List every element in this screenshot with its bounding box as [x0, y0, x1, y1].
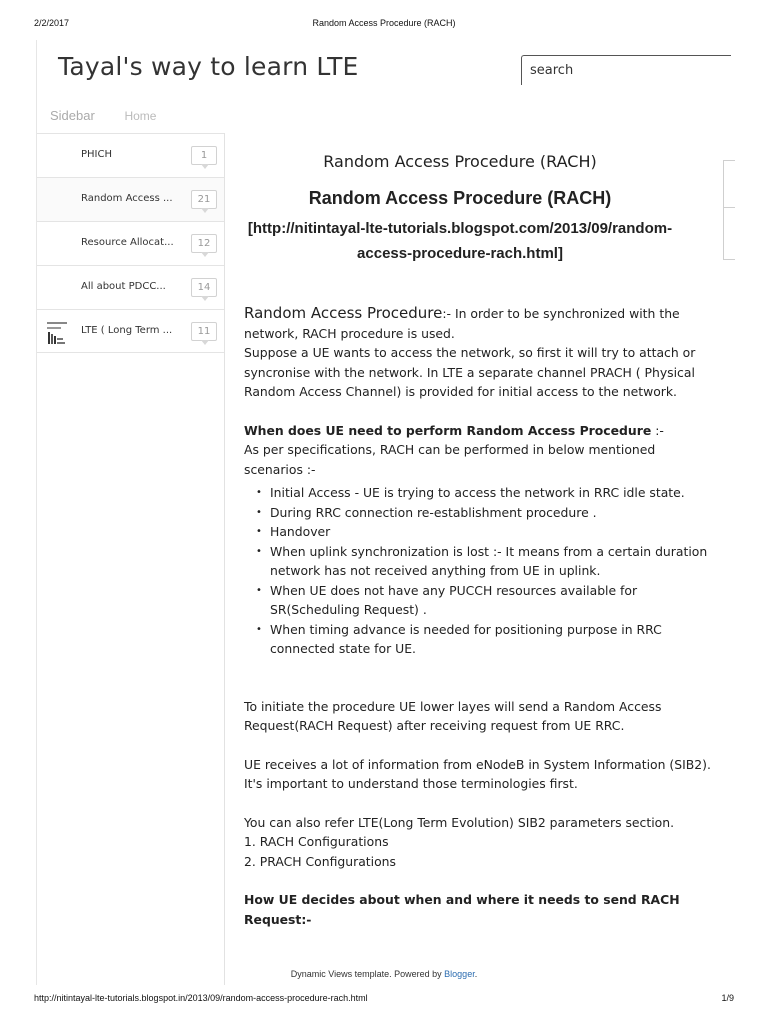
print-url: http://nitintayal-lte-tutorials.blogspot.in/2013/09/random-access-procedure-rach.html	[34, 993, 368, 1003]
page-number: 1/9	[721, 993, 734, 1003]
post-title: Random Access Procedure (RACH)	[308, 188, 612, 208]
sidebar-item-random-access[interactable]	[37, 177, 224, 221]
sidebar	[37, 133, 225, 985]
sidebar-item-label: Resource Allocat...	[81, 237, 174, 248]
list-item: • When uplink synchronization is lost :- It means from a certain duration network has not received anything from UE in uplink.	[254, 542, 714, 581]
comment-count-badge: 21	[191, 190, 217, 209]
powered-by-footer	[0, 969, 768, 979]
lead-text: :- In order to be synchronized with the network, RACH procedure is used.	[244, 306, 680, 341]
section-heading: How UE decides about when and where it needs to send RACH Request:-	[244, 892, 680, 927]
source-link[interactable]: [http://nitintayal-lte-tutorials.blogspot.com/2013/09/random-access-procedure-rach.html]	[247, 220, 673, 262]
list-item: • Initial Access - UE is trying to access the network in RRC idle state.	[254, 483, 714, 503]
comment-count-badge: 14	[191, 278, 217, 297]
sidebar-item-lte[interactable]	[37, 309, 224, 353]
tab-sidebar[interactable]: Sidebar	[50, 108, 95, 123]
print-doc-title: Random Access Procedure (RACH)	[312, 18, 456, 28]
blogger-link[interactable]: Blogger	[444, 969, 475, 979]
sidebar-item-phich[interactable]	[37, 133, 224, 177]
paragraph: UE receives a lot of information from eNodeB in System Information (SIB2). It's important to understand those terminologies first.	[244, 756, 711, 791]
post-header-title: Random Access Procedure (RACH)	[323, 152, 597, 171]
post-body	[244, 304, 714, 929]
scrollbar[interactable]	[723, 160, 735, 260]
sidebar-item-label: Random Access ...	[81, 193, 173, 204]
print-header	[0, 18, 768, 32]
heading-suffix: :-	[651, 422, 664, 438]
comment-count-badge: 11	[191, 322, 217, 341]
list-item: • During RRC connection re-establishment procedure .	[254, 503, 714, 523]
sidebar-item-label: PHICH	[81, 149, 113, 160]
list-item: 1. RACH Configurations	[244, 834, 389, 849]
list-item: 2. PRACH Configurations	[244, 853, 396, 869]
paragraph: Suppose a UE wants to access the network, so first it will try to attach or syncronise with the network. In LTE a separate channel PRACH ( Physical Random Access Channel) is provided for initial access to the network.	[244, 345, 696, 399]
print-footer	[0, 993, 768, 1007]
list-item: • When UE does not have any PUCCH resources available for SR(Scheduling Request) .	[254, 581, 714, 620]
comment-count-badge: 12	[191, 234, 217, 253]
paragraph: To initiate the procedure UE lower layes will send a Random Access Request(RACH Request) after receiving request from UE RRC.	[244, 698, 662, 733]
search-box[interactable]	[521, 55, 731, 85]
powered-suffix: .	[474, 969, 478, 979]
sidebar-item-label: LTE ( Long Term ...	[81, 325, 173, 336]
powered-text: Dynamic Views template. Powered by	[290, 969, 445, 979]
print-date: 2/2/2017	[34, 18, 70, 28]
tab-home[interactable]: Home	[124, 109, 157, 123]
paragraph: As per specifications, RACH can be performed in below mentioned scenarios :-	[244, 442, 656, 477]
bullet-list	[244, 483, 714, 659]
sidebar-item-resource-allocation[interactable]	[37, 221, 224, 265]
post-thumbnail-icon	[45, 318, 69, 346]
blog-title[interactable]: Tayal's way to learn LTE	[58, 52, 359, 81]
list-item: • Handover	[254, 522, 714, 542]
paragraph: You can also refer LTE(Long Term Evolution) SIB2 parameters section.	[244, 814, 675, 830]
sidebar-item-label: All about PDCC...	[81, 281, 166, 292]
lead-term: Random Access Procedure	[244, 304, 443, 322]
list-item: • When timing advance is needed for positioning purpose in RRC connected state for UE.	[254, 620, 714, 659]
search-input[interactable]	[522, 56, 731, 85]
view-nav	[50, 108, 182, 123]
section-heading	[244, 421, 714, 441]
heading-text: When does UE need to perform Random Access Procedure	[244, 422, 652, 438]
sidebar-item-pdcch[interactable]	[37, 265, 224, 309]
lead-paragraph	[244, 304, 714, 343]
comment-count-badge: 1	[191, 146, 217, 165]
